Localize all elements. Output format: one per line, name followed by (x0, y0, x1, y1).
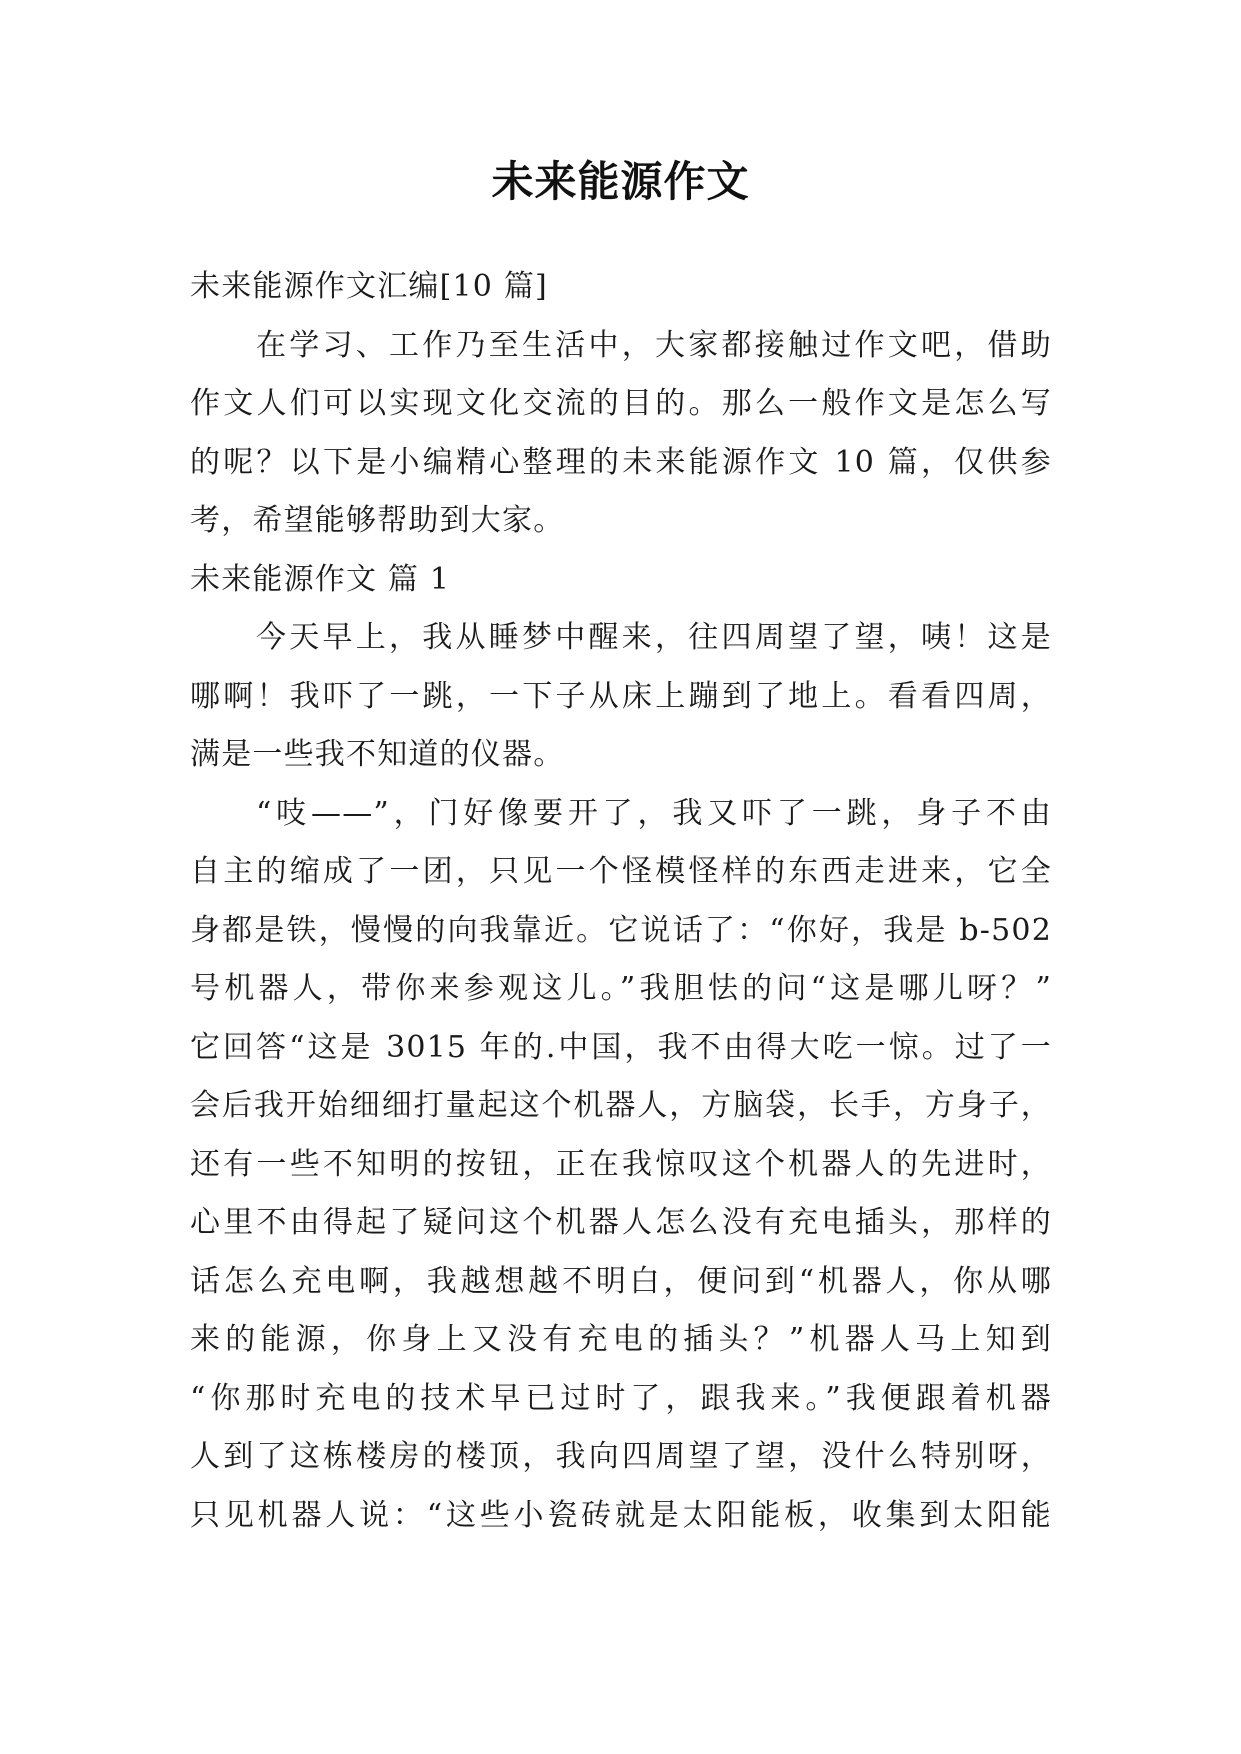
paragraph-line: 的呢？以下是小编精心整理的未来能源作文 10 篇，仅供参 (190, 444, 1052, 480)
paragraph-line: 它回答“这是 3015 年的.中国，我不由得大吃一惊。过了一 (190, 1029, 1052, 1065)
paragraph-line: 哪啊！我吓了一跳，一下子从床上蹦到了地上。看看四周， (190, 678, 1052, 714)
paragraph-line: 作文人们可以实现文化交流的目的。那么一般作文是怎么写 (190, 386, 1052, 421)
paragraph-line: 身都是铁，慢慢的向我靠近。它说话了：“你好，我是 b-502 (190, 912, 1052, 948)
paragraph-line: 来的能源，你身上又没有充电的插头？”机器人马上知到 (190, 1322, 1052, 1357)
paragraph-line: 满是一些我不知道的仪器。 (190, 737, 565, 772)
paragraph-line: 话怎么充电啊，我越想越不明白，便问到“机器人，你从哪 (190, 1263, 1052, 1299)
paragraph-line: 只见机器人说：“这些小瓷砖就是太阳能板，收集到太阳能 (190, 1497, 1052, 1533)
paragraph-line: 会后我开始细细打量起这个机器人，方脑袋，长手，方身子， (190, 1088, 1052, 1123)
paragraph-line: 考，希望能够帮助到大家。 (190, 503, 565, 538)
paragraph-line: 号机器人，带你来参观这儿。”我胆怯的问“这是哪儿呀？” (190, 971, 1052, 1006)
paragraph-line: 今天早上，我从睡梦中醒来，往四周望了望，咦！这是 (256, 620, 1052, 655)
paragraph-line: “你那时充电的技术早已过时了，跟我来。”我便跟着机器 (190, 1380, 1052, 1416)
paragraph-line: 还有一些不知明的按钮，正在我惊叹这个机器人的先进时， (190, 1146, 1052, 1182)
paragraph-line: 人到了这栋楼房的楼顶，我向四周望了望，没什么特别呀， (190, 1439, 1052, 1474)
paragraph-line: 心里不由得起了疑问这个机器人怎么没有充电插头，那样的 (190, 1205, 1052, 1240)
section-heading: 未来能源作文 篇 1 (190, 561, 451, 597)
subtitle-line: 未来能源作文汇编[10 篇] (190, 269, 548, 304)
document-title: 未来能源作文 (491, 157, 750, 206)
paragraph-line: “吱——”，门好像要开了，我又吓了一跳，身子不由 (256, 795, 1052, 831)
document-body (190, 258, 1052, 1545)
paragraph-line: 在学习、工作乃至生活中，大家都接触过作文吧，借助 (256, 327, 1052, 363)
paragraph-line: 自主的缩成了一团，只见一个怪模怪样的东西走进来，它全 (190, 854, 1052, 889)
